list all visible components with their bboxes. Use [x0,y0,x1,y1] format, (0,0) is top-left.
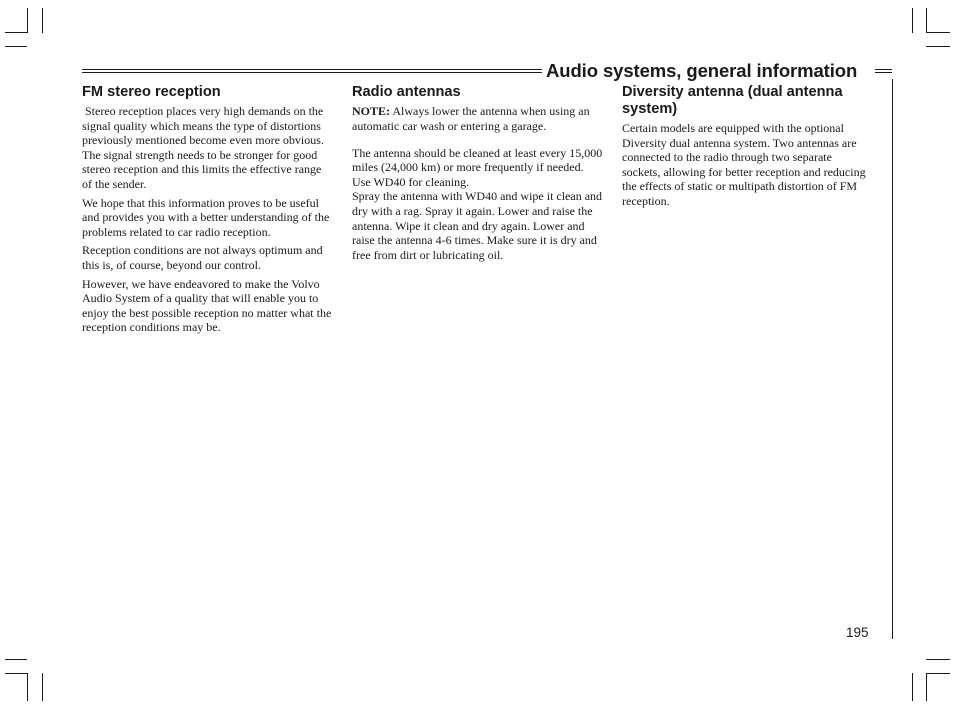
crop-mark [5,673,27,674]
note-text: Always lower the antenna when using an automatic car wash or entering a garage. [352,104,590,133]
body-paragraph: Reception conditions are not always optimum and this is, of course, beyond our control. [82,243,323,272]
note-label: NOTE: [352,104,391,118]
crop-mark [5,32,27,33]
margin-rule [892,79,893,639]
crop-mark [912,673,913,701]
section-heading: Diversity antenna (dual antenna system) [622,84,843,117]
page-number: 195 [846,625,869,640]
crop-mark [926,673,950,674]
body-paragraph: However, we have endeavored to make the Volvo Audio System of a quality that will enable you to enjoy the best possible reception no matter what the reception conditions may be. [82,276,332,335]
crop-mark [926,32,950,33]
page-title: Audio systems, general information [546,60,858,81]
column-fm-stereo [82,84,334,339]
crop-mark [926,673,927,701]
header-rule-left [82,69,542,73]
crop-mark [42,8,43,33]
header-rule-right [875,69,892,73]
crop-mark [926,46,950,47]
body-paragraph: The antenna should be cleaned at least every 15,000 miles (24,000 km) or more frequently if needed. Use WD40 for cleaning. [352,145,603,189]
body-paragraph: Spray the antenna with WD40 and wipe it clean and dry with a rag. Spray it again. Lower and raise the antenna. Wipe it clean and dry again. Lower and raise the antenna 4-6 times. Make sure it is dry and free from dirt or lubricating oil. [352,189,603,262]
crop-mark [27,8,28,33]
body-paragraph: We hope that this information proves to be useful and provides you with a better understanding of the problems related to car radio reception. [82,195,330,239]
crop-mark [912,8,913,33]
crop-mark [926,8,927,33]
section-heading: Radio antennas [352,84,461,100]
body-paragraph: Stereo reception places very high demands on the signal quality which means the type of distortions previously mentioned become even more obvious. The signal strength needs to be stronger for good stereo reception and this limits the effective range of the sender. [82,104,327,191]
crop-mark [42,673,43,701]
section-heading: FM stereo reception [82,84,221,100]
crop-mark [27,673,28,701]
note-paragraph [352,104,604,133]
column-diversity-antenna [622,84,872,213]
body-paragraph: Certain models are equipped with the optional Diversity dual antenna system. Two antennas are connected to the radio through two separate sockets, allowing for better reception and reducing the effects of static or multipath distortion of FM reception. [622,121,866,208]
crop-mark [5,659,27,660]
crop-mark [926,659,950,660]
crop-mark [5,46,27,47]
column-radio-antennas [352,84,604,266]
